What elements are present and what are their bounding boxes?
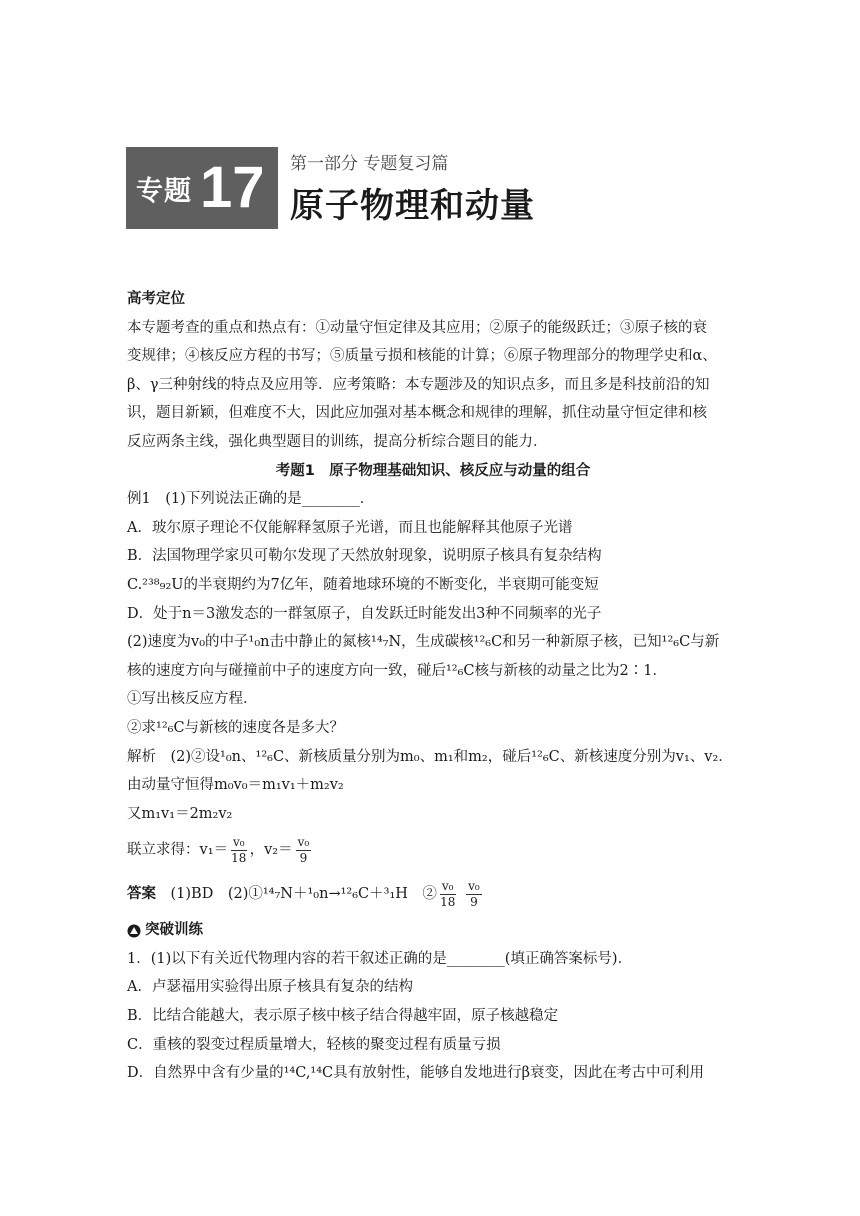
chapter-number: 17 (200, 155, 265, 220)
exercise-question: 1．(1)以下有关近代物理内容的若干叙述正确的是________(填正确答案标号)． (127, 950, 633, 967)
fraction-denominator: 18 (231, 850, 247, 865)
option-d: D．自然界中含有少量的¹⁴C,¹⁴C具有放射性，能够自发地进行β衰变，因此在考古中可利用 (127, 1065, 705, 1082)
section-title: 突破训练 (145, 922, 203, 939)
chapter-badge (126, 147, 278, 229)
option-b: B．比结合能越大，表示原子核中核子结合得越牢固，原子核越稳定 (127, 1008, 559, 1025)
answer-fraction-1 (440, 879, 456, 910)
section-header-training (127, 916, 739, 945)
chapter-title: 原子物理和动量 (290, 186, 535, 226)
chapter-subtitle: 第一部分 专题复习篇 (290, 154, 449, 174)
answer-line (127, 872, 739, 916)
solve-prefix: 联立求得：v₁＝ (127, 842, 229, 859)
paragraph-line: 本专题考查的重点和热点有：①动量守恒定律及其应用；②原子的能级跃迁；③原子核的衰 (127, 319, 707, 336)
solve-line (127, 828, 739, 872)
paragraph-line: 变规律；④核反应方程的书写；⑤质量亏损和核能的计算；⑥原子物理部分的物理学史和α、 (127, 348, 717, 365)
fraction-denominator: 9 (470, 894, 478, 909)
section-heading-positioning: 高考定位 (127, 291, 185, 307)
option-a: A．卢瑟福用实验得出原子核具有复杂的结构 (127, 979, 413, 996)
option-c: C.²³⁸₉₂U的半衰期约为7亿年，随着地球环境的不断变化，半衰期可能变短 (127, 576, 599, 593)
document-body (127, 285, 739, 1088)
answer-fraction-2 (466, 879, 482, 910)
fraction-numerator: v₀ (297, 834, 310, 849)
triangle-icon (127, 924, 141, 938)
question-part-2: (2)速度为v₀的中子¹₀n击中静止的氮核¹⁴₇N，生成碳核¹²₆C和另一种新原子核，已知¹²₆C与新 (127, 634, 720, 651)
example-question: 例1 (1)下列说法正确的是________． (127, 491, 375, 508)
sub-question-2: ②求¹²₆C与新核的速度各是多大？ (127, 719, 345, 736)
chapter-label: 专题 (136, 175, 192, 207)
fraction-denominator: 9 (299, 850, 308, 865)
fraction-numerator: v₀ (441, 878, 454, 893)
answer-label: 答案 (127, 886, 156, 903)
analysis-line: 又m₁v₁＝2m₂v₂ (127, 805, 233, 822)
fraction-denominator: 18 (440, 894, 456, 909)
paragraph-line: 识，题目新颖，但难度不大，因此应加强对基本概念和规律的理解，抓住动量守恒定律和核 (127, 405, 707, 422)
analysis-line: 由动量守恒得m₀v₀＝m₁v₁＋m₂v₂ (127, 777, 344, 794)
option-b: B．法国物理学家贝可勒尔发现了天然放射现象，说明原子核具有复杂结构 (127, 548, 602, 565)
fraction-numerator: v₀ (468, 878, 480, 893)
question-part-2-cont: 核的速度方向与碰撞前中子的速度方向一致，碰后¹²₆C核与新核的动量之比为2∶1． (127, 662, 667, 679)
fraction-v2 (296, 835, 312, 866)
chapter-heading (290, 147, 535, 229)
answer-text: (1)BD (2)①¹⁴₇N＋¹₀n→¹²₆C＋³₁H ② (156, 886, 437, 903)
chapter-banner (126, 147, 535, 229)
analysis-line: 解析 (2)②设¹₀n、¹²₆C、新核质量分别为m₀、m₁和m₂，碰后¹²₆C、新核速度分别为v₁、v₂． (127, 748, 733, 765)
solve-mid: ，v₂＝ (249, 842, 293, 859)
topic-heading: 考题1 原子物理基础知识、核反应与动量的组合 (275, 462, 591, 479)
option-c: C．重核的裂变过程质量增大，轻核的聚变过程有质量亏损 (127, 1036, 501, 1053)
option-a: A．玻尔原子理论不仅能解释氢原子光谱，而且也能解释其他原子光谱 (127, 519, 573, 536)
fraction-numerator: v₀ (233, 834, 245, 849)
option-d: D．处于n＝3激发态的一群氢原子，自发跃迁时能发出3种不同频率的光子 (127, 605, 602, 622)
paragraph-line: β、γ三种射线的特点及应用等．应考策略：本专题涉及的知识点多，而且多是科技前沿的知 (127, 376, 710, 393)
sub-question-1: ①写出核反应方程． (127, 691, 258, 708)
fraction-v1 (231, 835, 247, 866)
paragraph-line: 反应两条主线，强化典型题目的训练，提高分析综合题目的能力． (127, 433, 548, 450)
